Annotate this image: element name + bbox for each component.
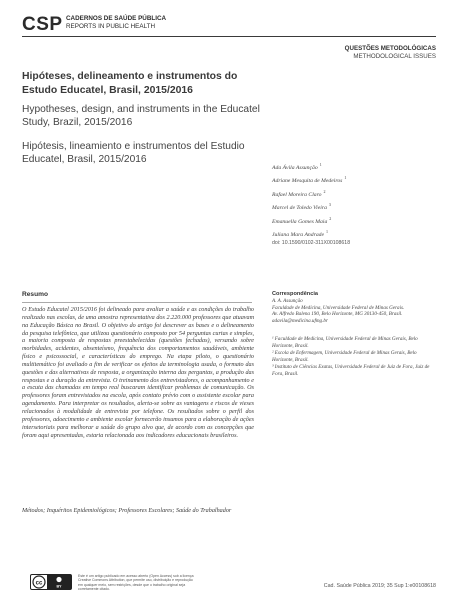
- affiliation-3: ³ Instituto de Ciências Exatas, Universidade Federal de Juiz de Fora, Juiz de Fora, Brasil.: [272, 364, 430, 377]
- section-label-pt: QUESTÕES METODOLÓGICAS: [344, 45, 436, 52]
- journal-name-en: REPORTS IN PUBLIC HEALTH: [66, 23, 155, 30]
- creative-commons-icon[interactable]: [30, 574, 72, 590]
- journal-name-pt: CADERNOS DE SAÚDE PÚBLICA: [66, 15, 167, 22]
- article-title-es: Hipótesis, lineamiento e instrumentos del Estudio Educatel, Brasil, 2015/2016: [22, 141, 245, 166]
- article-title-pt: Hipóteses, delineamento e instrumentos do Estudo Educatel, Brasil, 2015/2016: [22, 71, 238, 96]
- article-title-en: Hypotheses, design, and instruments in the Educatel Study, Brazil, 2015/2016: [22, 104, 260, 129]
- correspondence-heading: Correspondência: [272, 291, 319, 297]
- doi-link[interactable]: doi: 10.1590/0102-311X00108618: [272, 240, 351, 246]
- citation: Cad. Saúde Pública 2019; 35 Sup 1:e00108618: [323, 583, 436, 589]
- header-divider: [22, 36, 436, 37]
- author: Marcel de Toledo Vieira$^3$: [272, 202, 331, 212]
- author: Adriane Mesquita de Medeiros$^1$: [272, 175, 347, 185]
- affiliation-1: ¹ Faculdade de Medicina, Universidade Federal de Minas Gerais, Belo Horizonte, Brasil.: [272, 336, 418, 349]
- author: Ada Ávila Assunção$^1$: [272, 162, 322, 171]
- journal-logo: CSP: [22, 14, 63, 35]
- correspondence-address: A. A. Assunção Faculdade de Medicina, Universidade Federal de Minas Gerais. Av. Alfredo Balena 190, Belo Horizonte, MG 30130-450, Brasil. adavila@medicina.ufmg.br: [272, 298, 405, 324]
- section-label: [345, 45, 436, 62]
- cc-by-label: BY: [56, 584, 62, 589]
- author-list: [272, 160, 442, 241]
- license-text: Este é um artigo publicado em acesso aberto (Open Access) sob a licença Creative Commons Attribution, que permite uso, distribuição e reprodução em qualquer meio, sem restrições, desde que o trabalho original seja corretamente citado.: [78, 574, 194, 591]
- journal-name: [66, 15, 166, 31]
- author: Juliana Mara Andrade$^1$: [272, 229, 329, 239]
- cc-label: cc: [35, 580, 43, 587]
- author: Emanuella Gomes Maia$^2$: [272, 215, 332, 225]
- author: Rafael Moreira Claro$^2$: [272, 188, 326, 198]
- keywords: Métodos; Inquéritos Epidemiológicos; Professores Escolares; Saúde do Trabalhador: [22, 508, 232, 514]
- section-label-en: METHODOLOGICAL ISSUES: [353, 53, 436, 61]
- abstract-divider: [22, 302, 252, 303]
- abstract-heading: Resumo: [22, 291, 49, 298]
- abstract-text: O Estudo Educatel 2015/2016 foi delineado para avaliar a saúde e as condições do trabalho realizado nas escolas, de uma amostra representativa dos 2.220.000 professores que atuavam na Educação Básica no Brasil. O objetivo do artigo foi descrever as bases e o delineamento da pesquisa telefônica, que utilizou questionário composto por 54 perguntas curtas e simples, a maioria composta de respostas preestabelecidas (questões fechadas), versando sobre morbidades, acidentes, absenteísmo, frequência dos comportamentos saudáveis, ambiente físico e psicossocial, e características do emprego. Na etapa piloto, o questionário multitemático foi avaliado a fim de verificar os efeitos da terminologia usada, o formato das questões e das alternativas de resposta, a organização interna das perguntas, a produção das respostas e a duração da entrevista. O treinamento dos entrevistadores, o acompanhamento e a escuta das chamadas em tempo real buscaram identificar problemas de comunicação. Os professores foram entrevistados na escola, após contato prévio com o assistente escolar para agendamento. Para interpretar os resultados, alerta-se sobre as vantagens e riscos de vieses relacionados à modalidade de entrevista por telefone. Os resultados sobre o perfil dos professores, adoecimento e ambiente escolar fornecerão insumos para a elaboração de ações intersetoriais para melhorar a saúde do grupo alvo que, de acordo com as concepções que foram aqui apresentadas, estaria relacionada aos indicadores educacionais brasileiros.: [22, 307, 254, 439]
- affiliation-2: ² Escola de Enfermagem, Universidade Federal de Minas Gerais, Belo Horizonte, Brasil.: [272, 350, 417, 363]
